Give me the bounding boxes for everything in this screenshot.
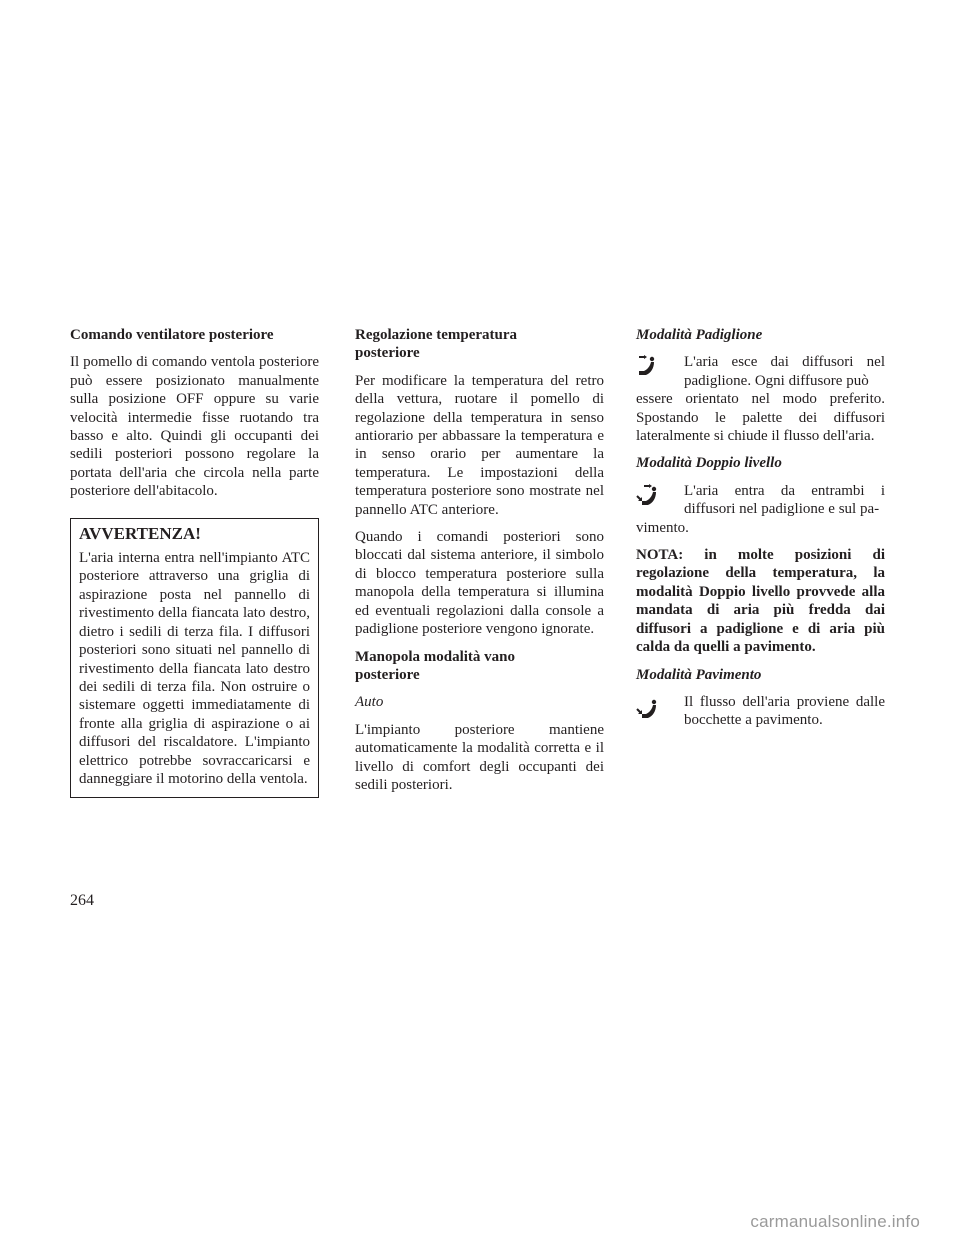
rear-temp-text: Per modificare la temperatura del retro della vettura, ruotare il pomello di regolazione della temperatura in senso antiorario per abbassare la temperatura e in senso orario per aumentare la temperatura. Le impostazioni della temperatura posteriore sono mostrate nel pannello ATC anteriore. [355, 372, 604, 518]
auto-text: L'impianto posteriore mantiene automaticamente la modalità corretta e il livello di comfort degli occupanti dei sedili posteriori. [355, 721, 604, 793]
middle-column [355, 326, 604, 803]
panel-vent-icon [636, 355, 658, 377]
auto-subheading: Auto [355, 694, 384, 711]
warning-box [70, 518, 319, 799]
floor-mode-text: Il flusso dell'aria proviene dalle bocchette a pavimento. [684, 693, 885, 729]
right-column [636, 326, 885, 739]
bilevel-icon [636, 484, 658, 506]
floor-vent-icon [636, 699, 658, 721]
page-number: 264 [70, 892, 94, 909]
warning-text: L'aria interna entra nell'impianto ATC posteriore attraverso una griglia di aspirazione posta nel pannello di rivestimento della fiancata lato destro, dietro i sedili di terza fila. I diffusori posteriori sono situati nel pannello di rivestimento della fiancata lato destro dei sedili di terza fila. Non ostruire o sistemare oggetti immediatamente di fronte alla griglia di aspirazione o ai diffusori del riscaldatore. L'impianto elettrico potrebbe sovraccaricarsi e danneggiare il motorino della ventola. [79, 550, 310, 787]
bilevel-mode-block [636, 482, 885, 537]
bilevel-mode-text-b: vimento. [636, 519, 689, 536]
panel-mode-block [636, 353, 885, 445]
note-text: NOTA: in molte posizioni di regolazione della temperatura, la modalità Doppio livello provvede alla mandata di aria più fredda dai diffusori a padiglione e di aria più calda da quelli a pavimento. [636, 547, 885, 656]
panel-mode-text-b: essere orientato nel modo preferito. Spostando le palette dei diffusori lateralmente si chiude il flusso dell'aria. [636, 391, 885, 445]
warning-title: AVVERTENZA! [79, 523, 201, 543]
floor-mode-title: Modalità Pavimento [636, 666, 762, 683]
bilevel-mode-title: Modalità Doppio livello [636, 455, 782, 472]
panel-mode-text-a: L'aria esce dai diffusori nel padiglione. Ogni diffusore può [684, 354, 885, 389]
panel-mode-title: Modalità Padiglione [636, 327, 763, 343]
bilevel-mode-text-a: L'aria entra da entrambi i diffusori nel padiglione e sul pa- [684, 482, 885, 518]
rear-blower-text: Il pomello di comando ventola posteriore può essere posizionato manualmente sulla posizione OFF oppure su varie velocità intermedie fisse ruotando tra basso e alto. Quindi gli occupanti dei sedili posteriori possono regolare la portata dell'aria che circola nella parte posteriore dell'abitacolo. [70, 354, 319, 500]
rear-mode-heading: Manopola modalità vano posteriore [355, 648, 516, 683]
floor-mode-block [636, 693, 885, 730]
rear-temp-heading: Regolazione temperatura posteriore [355, 327, 518, 362]
left-column [70, 326, 319, 798]
watermark: carmanualsonline.info [750, 1212, 920, 1231]
rear-lock-text: Quando i comandi posteriori sono bloccati dal sistema anteriore, il simbolo di blocco temperatura posteriore sulla manopola della temperatura si illumina ed eventuali regolazioni dalla console a padiglione posteriore vengono ignorate. [355, 529, 604, 638]
rear-blower-heading: Comando ventilatore posteriore [70, 327, 274, 343]
